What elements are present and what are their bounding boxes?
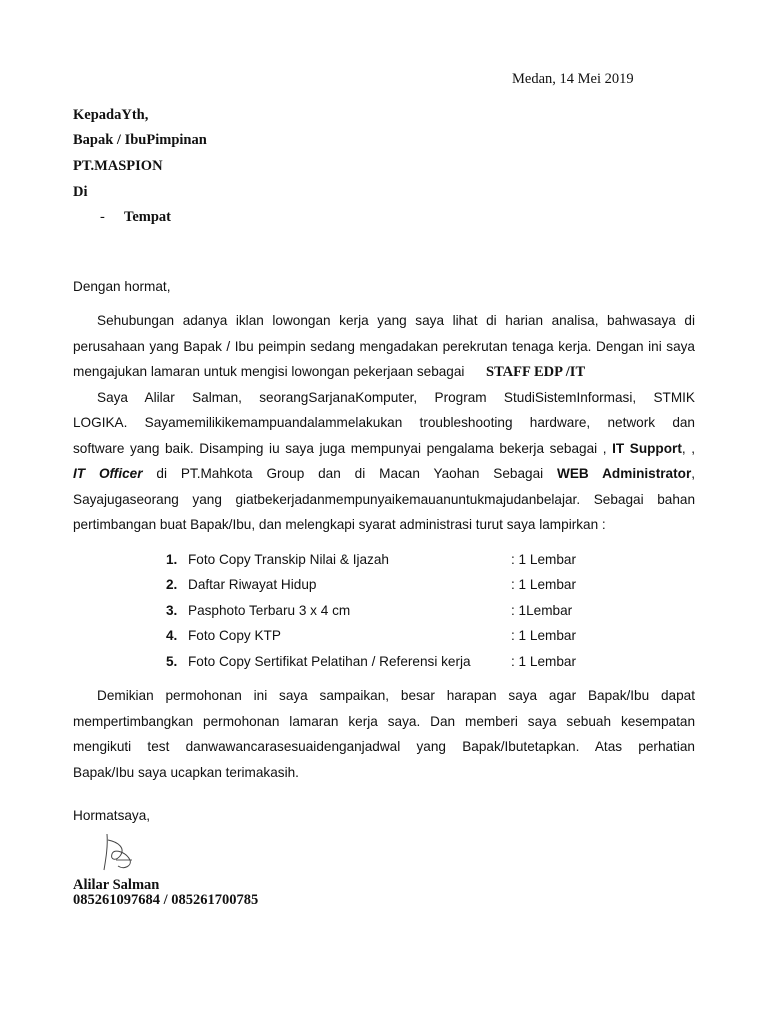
para2-line-4-punct: , <box>691 466 696 481</box>
attachment-item <box>166 628 281 643</box>
attachment-item <box>166 654 471 669</box>
attachment-number: 5. <box>166 654 178 669</box>
para1-line-3 <box>73 364 585 381</box>
attachment-name: Pasphoto Terbaru 3 x 4 cm <box>188 603 351 618</box>
position-title: STAFF EDP /IT <box>486 364 586 380</box>
attachment-qty: : 1 Lembar <box>511 628 576 643</box>
para2-line-3-punct: , , <box>681 441 695 456</box>
attachment-item <box>166 603 350 618</box>
attachment-number: 2. <box>166 577 178 592</box>
role-it-support: IT Support <box>612 441 682 456</box>
role-web-admin: WEB Administrator <box>557 466 692 481</box>
signer-name: Alilar Salman <box>73 877 160 893</box>
attachment-name: Foto Copy Transkip Nilai & Ijazah <box>188 552 389 567</box>
para3-line-3: mengikuti test danwawancarasesuaidenganjadwal yang Bapak/Ibutetapkan. Atas perhatian <box>73 739 695 754</box>
para1-line-2: perusahaan yang Bapak / Ibu peimpin sedang mengadakan perekrutan tenaga kerja. Dengan ini saya <box>73 339 695 354</box>
attachment-name: Daftar Riwayat Hidup <box>188 577 317 592</box>
attachment-qty: : 1Lembar <box>511 603 573 618</box>
attachment-name: Foto Copy Sertifikat Pelatihan / Referensi kerja <box>188 654 471 669</box>
recipient-place: Tempat <box>124 209 171 225</box>
para3-line-1: Demikian permohonan ini saya sampaikan, besar harapan saya agar Bapak/Ibu dapat <box>97 688 695 703</box>
recipient-company: PT.MASPION <box>73 158 163 174</box>
attachment-qty: : 1 Lembar <box>511 552 576 567</box>
attachment-item <box>166 552 389 567</box>
attachment-qty: : 1 Lembar <box>511 577 576 592</box>
attachment-number: 3. <box>166 603 178 618</box>
attachment-name: Foto Copy KTP <box>188 628 281 643</box>
para3-line-4: Bapak/Ibu saya ucapkan terimakasih. <box>73 765 299 780</box>
para1-line-3-text: mengajukan lamaran untuk mengisi lowongan pekerjaan sebagai <box>73 364 465 379</box>
para3-line-2: mempertimbangkan permohonan lamaran kerja saya. Dan memberi saya sebuah kesempatan <box>73 714 695 729</box>
para2-line-4 <box>73 466 695 481</box>
signer-phone: 085261097684 / 085261700785 <box>73 892 259 908</box>
attachment-number: 4. <box>166 628 178 643</box>
recipient-dash: - <box>100 209 105 225</box>
attachment-number: 1. <box>166 552 178 567</box>
closing: Hormatsaya, <box>73 808 151 823</box>
para1-line-1: Sehubungan adanya iklan lowongan kerja yang saya lihat di harian analisa, bahwasaya di <box>97 313 695 328</box>
recipient-line-1: KepadaYth, <box>73 107 149 123</box>
attachment-qty: : 1 Lembar <box>511 654 576 669</box>
salutation: Dengan hormat, <box>73 279 171 294</box>
role-it-officer: IT Officer <box>73 466 143 481</box>
place-date: Medan, 14 Mei 2019 <box>512 71 634 87</box>
attachment-item <box>166 577 316 592</box>
para2-line-3-text: software yang baik. Disamping iu saya juga mempunyai pengalama bekerja sebagai , <box>73 441 607 456</box>
para2-line-3 <box>73 441 695 456</box>
signature-image <box>96 830 142 876</box>
para2-line-1: Saya Alilar Salman, seorangSarjanaKomputer, Program StudiSistemInformasi, STMIK <box>97 390 695 405</box>
para2-line-5: Sayajugaseorang yang giatbekerjadanmempunyaikemauanuntukmajudanbelajar. Sebagai bahan <box>73 492 695 507</box>
para2-line-6: pertimbangan buat Bapak/Ibu, dan melengkapi syarat administrasi turut saya lampirkan : <box>73 517 606 532</box>
para2-line-2: LOGIKA. Sayamemilikikemampuandalammelakukan troubleshooting hardware, network dan <box>73 415 695 430</box>
recipient-line-4: Di <box>73 184 88 200</box>
recipient-line-2: Bapak / IbuPimpinan <box>73 132 207 148</box>
para2-line-4-text: di PT.Mahkota Group dan di Macan Yaohan Sebagai <box>156 466 544 481</box>
